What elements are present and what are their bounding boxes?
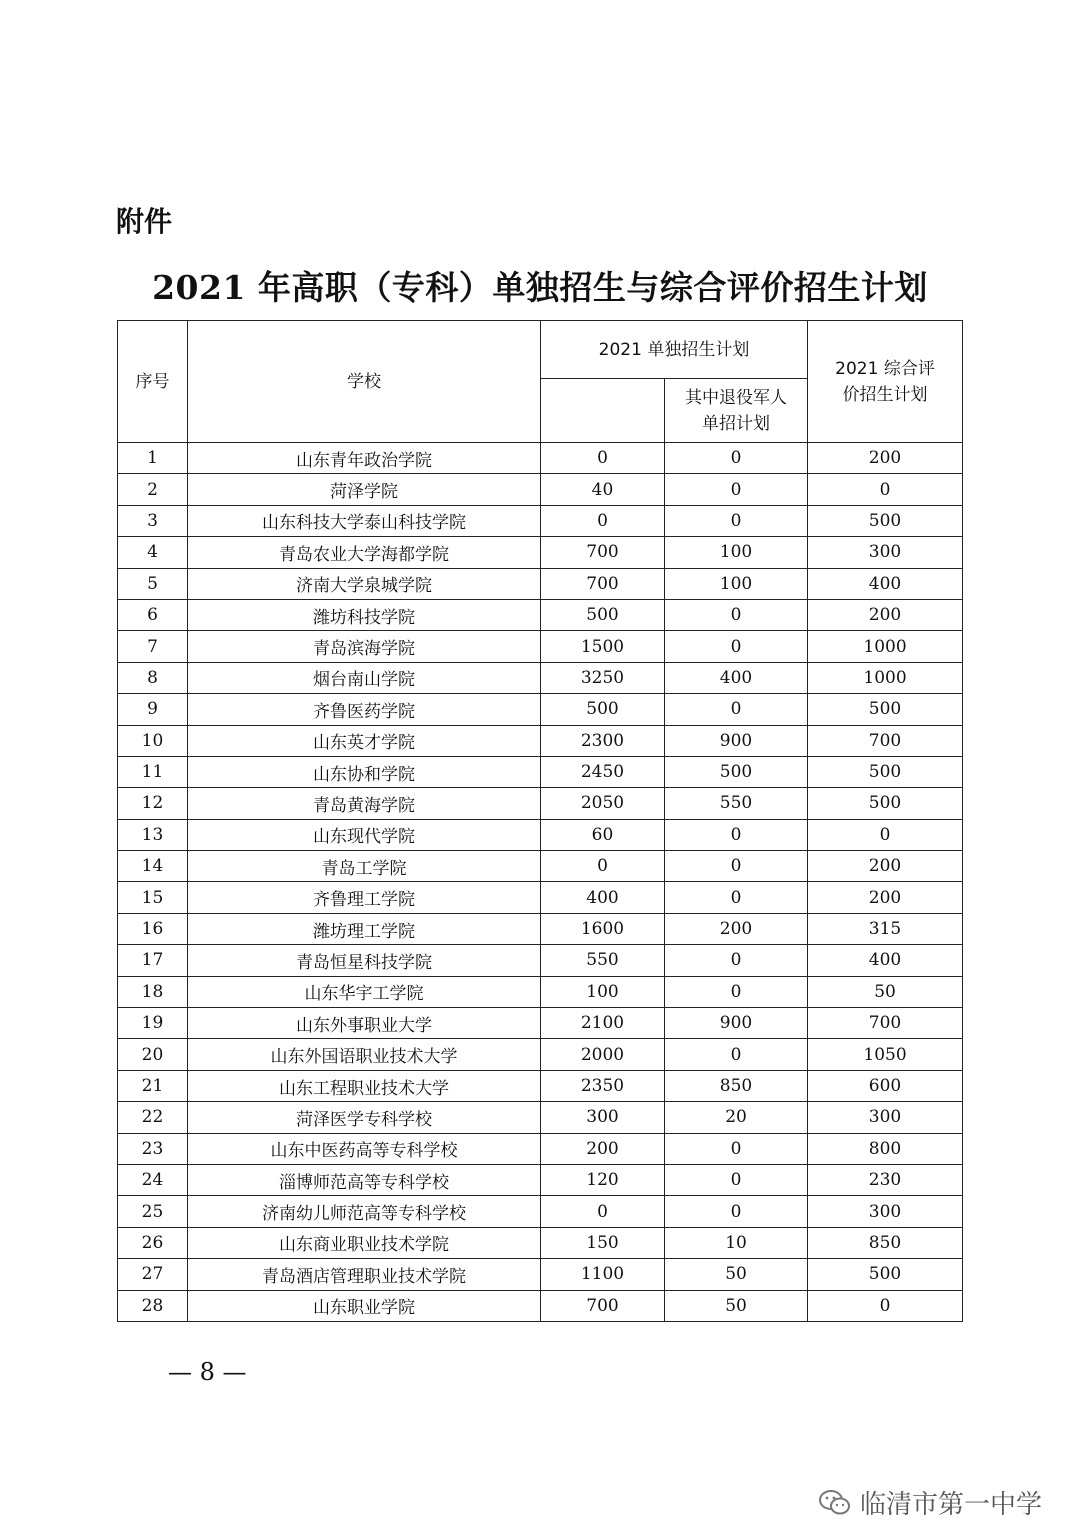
row-index: 5 bbox=[118, 568, 188, 599]
row-single-plan: 150 bbox=[541, 1227, 665, 1258]
row-school: 青岛黄海学院 bbox=[188, 788, 541, 819]
row-veteran-plan: 0 bbox=[665, 631, 808, 662]
row-veteran-plan: 20 bbox=[665, 1102, 808, 1133]
row-index: 27 bbox=[118, 1259, 188, 1290]
row-comprehensive-plan: 300 bbox=[808, 1102, 963, 1133]
row-school: 济南幼儿师范高等专科学校 bbox=[188, 1196, 541, 1227]
row-school: 青岛农业大学海都学院 bbox=[188, 537, 541, 568]
row-veteran-plan: 500 bbox=[665, 756, 808, 787]
row-school: 山东协和学院 bbox=[188, 756, 541, 787]
row-school: 潍坊科技学院 bbox=[188, 599, 541, 630]
row-single-plan: 700 bbox=[541, 568, 665, 599]
row-veteran-plan: 100 bbox=[665, 537, 808, 568]
row-veteran-plan: 50 bbox=[665, 1290, 808, 1321]
row-index: 7 bbox=[118, 631, 188, 662]
table-row bbox=[118, 631, 963, 662]
row-school: 山东工程职业技术大学 bbox=[188, 1070, 541, 1101]
table-row bbox=[118, 1290, 963, 1321]
row-index: 25 bbox=[118, 1196, 188, 1227]
row-index: 4 bbox=[118, 537, 188, 568]
row-index: 6 bbox=[118, 599, 188, 630]
row-single-plan: 0 bbox=[541, 443, 665, 474]
header-veteran-text: 其中退役军人单招计划 bbox=[685, 387, 787, 434]
row-single-plan: 60 bbox=[541, 819, 665, 850]
row-school: 山东职业学院 bbox=[188, 1290, 541, 1321]
table-row bbox=[118, 945, 963, 976]
row-veteran-plan: 0 bbox=[665, 819, 808, 850]
row-comprehensive-plan: 500 bbox=[808, 694, 963, 725]
row-school: 青岛滨海学院 bbox=[188, 631, 541, 662]
table-row bbox=[118, 537, 963, 568]
table-row bbox=[118, 1070, 963, 1101]
row-comprehensive-plan: 230 bbox=[808, 1164, 963, 1195]
row-single-plan: 200 bbox=[541, 1133, 665, 1164]
row-school: 菏泽医学专科学校 bbox=[188, 1102, 541, 1133]
row-single-plan: 700 bbox=[541, 537, 665, 568]
table-row bbox=[118, 1008, 963, 1039]
page-number: — 8 — bbox=[168, 1358, 247, 1386]
row-index: 11 bbox=[118, 756, 188, 787]
row-school: 潍坊理工学院 bbox=[188, 913, 541, 944]
row-school: 齐鲁理工学院 bbox=[188, 882, 541, 913]
row-veteran-plan: 50 bbox=[665, 1259, 808, 1290]
row-index: 16 bbox=[118, 913, 188, 944]
header-comprehensive-plan bbox=[808, 321, 963, 443]
row-comprehensive-plan: 200 bbox=[808, 851, 963, 882]
row-single-plan: 2000 bbox=[541, 1039, 665, 1070]
row-veteran-plan: 0 bbox=[665, 1039, 808, 1070]
row-comprehensive-plan: 200 bbox=[808, 599, 963, 630]
row-veteran-plan: 0 bbox=[665, 882, 808, 913]
header-school: 学校 bbox=[188, 321, 541, 443]
wechat-icon bbox=[818, 1488, 852, 1518]
row-comprehensive-plan: 400 bbox=[808, 945, 963, 976]
table-row bbox=[118, 913, 963, 944]
row-school: 青岛工学院 bbox=[188, 851, 541, 882]
row-veteran-plan: 10 bbox=[665, 1227, 808, 1258]
row-school: 山东华宇工学院 bbox=[188, 976, 541, 1007]
table-row bbox=[118, 756, 963, 787]
row-school: 山东商业职业技术学院 bbox=[188, 1227, 541, 1258]
row-single-plan: 0 bbox=[541, 851, 665, 882]
row-single-plan: 1500 bbox=[541, 631, 665, 662]
row-index: 19 bbox=[118, 1008, 188, 1039]
row-comprehensive-plan: 500 bbox=[808, 756, 963, 787]
header-blank bbox=[541, 379, 665, 443]
row-comprehensive-plan: 1000 bbox=[808, 631, 963, 662]
enrollment-plan-table bbox=[117, 320, 963, 1322]
row-single-plan: 2350 bbox=[541, 1070, 665, 1101]
row-index: 24 bbox=[118, 1164, 188, 1195]
header-single-plan: 2021 单独招生计划 bbox=[541, 321, 808, 379]
row-veteran-plan: 900 bbox=[665, 1008, 808, 1039]
row-school: 山东英才学院 bbox=[188, 725, 541, 756]
attachment-label: 附件 bbox=[116, 205, 173, 238]
row-school: 济南大学泉城学院 bbox=[188, 568, 541, 599]
row-veteran-plan: 0 bbox=[665, 505, 808, 536]
header-veteran-plan bbox=[665, 379, 808, 443]
watermark-text: 临清市第一中学 bbox=[860, 1490, 1043, 1520]
row-comprehensive-plan: 1000 bbox=[808, 662, 963, 693]
row-single-plan: 0 bbox=[541, 1196, 665, 1227]
table-row bbox=[118, 976, 963, 1007]
row-school: 山东现代学院 bbox=[188, 819, 541, 850]
row-index: 8 bbox=[118, 662, 188, 693]
row-veteran-plan: 100 bbox=[665, 568, 808, 599]
row-index: 3 bbox=[118, 505, 188, 536]
row-comprehensive-plan: 300 bbox=[808, 1196, 963, 1227]
header-comprehensive-text: 2021 综合评价招生计划 bbox=[835, 358, 935, 405]
table-row bbox=[118, 1039, 963, 1070]
document-title: 2021 年高职（专科）单独招生与综合评价招生计划 bbox=[152, 268, 928, 307]
row-index: 1 bbox=[118, 443, 188, 474]
table-row bbox=[118, 694, 963, 725]
row-veteran-plan: 0 bbox=[665, 474, 808, 505]
row-school: 淄博师范高等专科学校 bbox=[188, 1164, 541, 1195]
row-index: 22 bbox=[118, 1102, 188, 1133]
row-veteran-plan: 0 bbox=[665, 851, 808, 882]
row-single-plan: 500 bbox=[541, 599, 665, 630]
row-single-plan: 1600 bbox=[541, 913, 665, 944]
row-comprehensive-plan: 700 bbox=[808, 725, 963, 756]
table-row bbox=[118, 788, 963, 819]
row-single-plan: 400 bbox=[541, 882, 665, 913]
table-row bbox=[118, 1196, 963, 1227]
row-single-plan: 2450 bbox=[541, 756, 665, 787]
row-veteran-plan: 850 bbox=[665, 1070, 808, 1101]
row-comprehensive-plan: 600 bbox=[808, 1070, 963, 1101]
row-veteran-plan: 200 bbox=[665, 913, 808, 944]
row-comprehensive-plan: 315 bbox=[808, 913, 963, 944]
row-index: 20 bbox=[118, 1039, 188, 1070]
row-veteran-plan: 0 bbox=[665, 945, 808, 976]
row-veteran-plan: 0 bbox=[665, 694, 808, 725]
row-comprehensive-plan: 800 bbox=[808, 1133, 963, 1164]
row-index: 17 bbox=[118, 945, 188, 976]
row-single-plan: 1100 bbox=[541, 1259, 665, 1290]
row-veteran-plan: 0 bbox=[665, 1133, 808, 1164]
row-comprehensive-plan: 700 bbox=[808, 1008, 963, 1039]
row-index: 12 bbox=[118, 788, 188, 819]
row-index: 26 bbox=[118, 1227, 188, 1258]
row-school: 青岛酒店管理职业技术学院 bbox=[188, 1259, 541, 1290]
row-comprehensive-plan: 500 bbox=[808, 788, 963, 819]
row-school: 山东青年政治学院 bbox=[188, 443, 541, 474]
table-row bbox=[118, 474, 963, 505]
row-single-plan: 100 bbox=[541, 976, 665, 1007]
table-row bbox=[118, 443, 963, 474]
row-school: 山东外事职业大学 bbox=[188, 1008, 541, 1039]
row-veteran-plan: 0 bbox=[665, 976, 808, 1007]
row-index: 13 bbox=[118, 819, 188, 850]
row-veteran-plan: 0 bbox=[665, 1196, 808, 1227]
row-veteran-plan: 0 bbox=[665, 1164, 808, 1195]
row-comprehensive-plan: 300 bbox=[808, 537, 963, 568]
row-comprehensive-plan: 500 bbox=[808, 505, 963, 536]
row-single-plan: 500 bbox=[541, 694, 665, 725]
row-school: 青岛恒星科技学院 bbox=[188, 945, 541, 976]
table-row bbox=[118, 1227, 963, 1258]
table-row bbox=[118, 599, 963, 630]
row-single-plan: 3250 bbox=[541, 662, 665, 693]
table-row bbox=[118, 1259, 963, 1290]
table-row bbox=[118, 1102, 963, 1133]
table-row bbox=[118, 882, 963, 913]
row-veteran-plan: 900 bbox=[665, 725, 808, 756]
row-single-plan: 700 bbox=[541, 1290, 665, 1321]
row-school: 菏泽学院 bbox=[188, 474, 541, 505]
row-veteran-plan: 550 bbox=[665, 788, 808, 819]
row-single-plan: 2100 bbox=[541, 1008, 665, 1039]
row-comprehensive-plan: 400 bbox=[808, 568, 963, 599]
row-index: 9 bbox=[118, 694, 188, 725]
row-comprehensive-plan: 1050 bbox=[808, 1039, 963, 1070]
row-index: 28 bbox=[118, 1290, 188, 1321]
table-row bbox=[118, 505, 963, 536]
row-comprehensive-plan: 0 bbox=[808, 474, 963, 505]
row-comprehensive-plan: 0 bbox=[808, 1290, 963, 1321]
row-veteran-plan: 0 bbox=[665, 599, 808, 630]
row-comprehensive-plan: 500 bbox=[808, 1259, 963, 1290]
row-single-plan: 0 bbox=[541, 505, 665, 536]
table-row bbox=[118, 725, 963, 756]
row-school: 山东中医药高等专科学校 bbox=[188, 1133, 541, 1164]
row-index: 10 bbox=[118, 725, 188, 756]
row-index: 21 bbox=[118, 1070, 188, 1101]
row-single-plan: 2050 bbox=[541, 788, 665, 819]
table-row bbox=[118, 1164, 963, 1195]
row-comprehensive-plan: 200 bbox=[808, 882, 963, 913]
row-index: 14 bbox=[118, 851, 188, 882]
table-row bbox=[118, 568, 963, 599]
table-body bbox=[118, 443, 963, 1322]
watermark bbox=[818, 1484, 1042, 1521]
row-school: 山东外国语职业技术大学 bbox=[188, 1039, 541, 1070]
row-comprehensive-plan: 50 bbox=[808, 976, 963, 1007]
header-index: 序号 bbox=[118, 321, 188, 443]
row-comprehensive-plan: 200 bbox=[808, 443, 963, 474]
row-index: 2 bbox=[118, 474, 188, 505]
row-school: 齐鲁医药学院 bbox=[188, 694, 541, 725]
row-comprehensive-plan: 850 bbox=[808, 1227, 963, 1258]
row-school: 山东科技大学泰山科技学院 bbox=[188, 505, 541, 536]
row-single-plan: 550 bbox=[541, 945, 665, 976]
row-index: 18 bbox=[118, 976, 188, 1007]
row-index: 23 bbox=[118, 1133, 188, 1164]
table-row bbox=[118, 851, 963, 882]
row-single-plan: 40 bbox=[541, 474, 665, 505]
table-row bbox=[118, 1133, 963, 1164]
row-comprehensive-plan: 0 bbox=[808, 819, 963, 850]
row-veteran-plan: 0 bbox=[665, 443, 808, 474]
row-veteran-plan: 400 bbox=[665, 662, 808, 693]
table-row bbox=[118, 819, 963, 850]
row-single-plan: 2300 bbox=[541, 725, 665, 756]
row-school: 烟台南山学院 bbox=[188, 662, 541, 693]
row-index: 15 bbox=[118, 882, 188, 913]
row-single-plan: 120 bbox=[541, 1164, 665, 1195]
table-row bbox=[118, 662, 963, 693]
row-single-plan: 300 bbox=[541, 1102, 665, 1133]
